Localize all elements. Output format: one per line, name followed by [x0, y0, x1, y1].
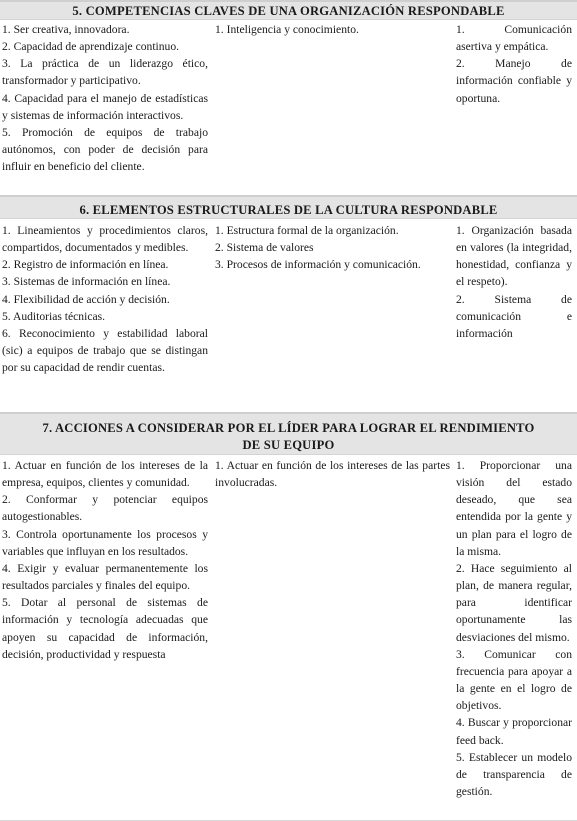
list-item: 3. Sistemas de información en línea.	[2, 275, 171, 289]
list-item: 1. Inteligencia y conocimiento.	[215, 23, 359, 36]
list-item: 1. Organización basada en valores (la integridad, honestidad, confianza y el respeto).	[456, 224, 572, 289]
list-item: 3. La práctica de un liderazgo ético, transformador y participativo.	[2, 57, 208, 88]
list-item: 1. Proporcionar una visión del estado deseado, que sea entendida por la gente y un plan para el logro de la misma.	[456, 459, 572, 558]
list-item: 3. Controla oportunamente los procesos y variables que influyan en los resultados.	[2, 527, 208, 558]
list-item: 5. Establecer un modelo de transparencia de gestión.	[456, 750, 572, 798]
section-6-column-1	[2, 222, 208, 376]
list-item: 2. Manejo de información confiable y oportuna.	[456, 57, 572, 105]
list-item: 5. Dotar al personal de sistemas de información y tecnología adecuadas que apoyen su capacidad de información, decisión, productividad y respuesta	[2, 596, 208, 661]
list-item: 1. Actuar en función de los intereses de las partes involucradas.	[215, 459, 450, 490]
list-item: 5. Auditorias técnicas.	[2, 309, 106, 323]
list-item: 1. Lineamientos y procedimientos claros, compartidos, documentados y medibles.	[2, 224, 208, 255]
list-item: 3. Procesos de información y comunicación.	[215, 258, 421, 272]
section-6-header	[0, 195, 577, 219]
list-item: 1. Comunicación asertiva y empática.	[456, 23, 572, 54]
list-item: 3. Comunicar con frecuencia para apoyar a la gente en el logro de objetivos.	[456, 647, 572, 713]
list-item: 2. Capacidad de aprendizaje continuo.	[2, 40, 180, 54]
section-6-column-2	[215, 222, 450, 273]
section-7-column-3	[456, 457, 572, 800]
list-item: 5. Promoción de equipos de trabajo autónomos, con poder de decisión para influir en beneficio del cliente.	[2, 125, 208, 174]
list-item: 6. Reconocimiento y estabilidad laboral (sic) a equipos de trabajo que se distingan por su capacidad de rendir cuentas.	[2, 326, 208, 375]
section-7-column-1	[2, 457, 208, 663]
section-7-column-2	[215, 457, 450, 491]
section-5-title: 5. COMPETENCIAS CLAVES DE UNA ORGANIZACIÓN RESPONDABLE	[72, 4, 505, 18]
list-item: 2. Registro de información en línea.	[2, 258, 169, 272]
section-6-column-3	[456, 222, 572, 342]
list-item: 1. Estructura formal de la organización.	[215, 224, 399, 237]
section-6-title: 6. ELEMENTOS ESTRUCTURALES DE LA CULTURA RESPONDABLE	[79, 203, 498, 217]
section-5-column-3	[456, 21, 572, 107]
list-item: 2. Hace seguimiento al plan, de manera regular, para identificar oportunamente las desviaciones del mismo.	[456, 561, 572, 644]
list-item: 4. Capacidad para el manejo de estadísticas y sistemas de información interactivos.	[2, 91, 208, 122]
section-5-column-2	[215, 21, 450, 38]
section-5-column-1	[2, 21, 208, 175]
section-5-header	[0, 0, 577, 20]
section-7-title-line-1: 7. ACCIONES A CONSIDERAR POR EL LÍDER PARA LOGRAR EL RENDIMIENTO	[42, 421, 535, 435]
list-item: 4. Exigir y evaluar permanentemente los resultados parciales y finales del equipo.	[2, 561, 208, 593]
list-item: 4. Flexibilidad de acción y decisión.	[2, 292, 170, 306]
list-item: 2. Sistema de valores	[215, 241, 314, 255]
list-item: 4. Buscar y proporcionar feed back.	[456, 716, 572, 747]
list-item: 1. Ser creativa, innovadora.	[2, 23, 130, 36]
list-item: 2. Sistema de comunicación e información	[456, 292, 572, 340]
list-item: 1. Actuar en función de los intereses de la empresa, equipos, clientes y comunidad.	[2, 459, 208, 490]
section-7-header	[0, 412, 577, 455]
section-7-title-line-2: DE SU EQUIPO	[242, 438, 335, 452]
list-item: 2. Conformar y potenciar equipos autogestionables.	[2, 493, 208, 524]
